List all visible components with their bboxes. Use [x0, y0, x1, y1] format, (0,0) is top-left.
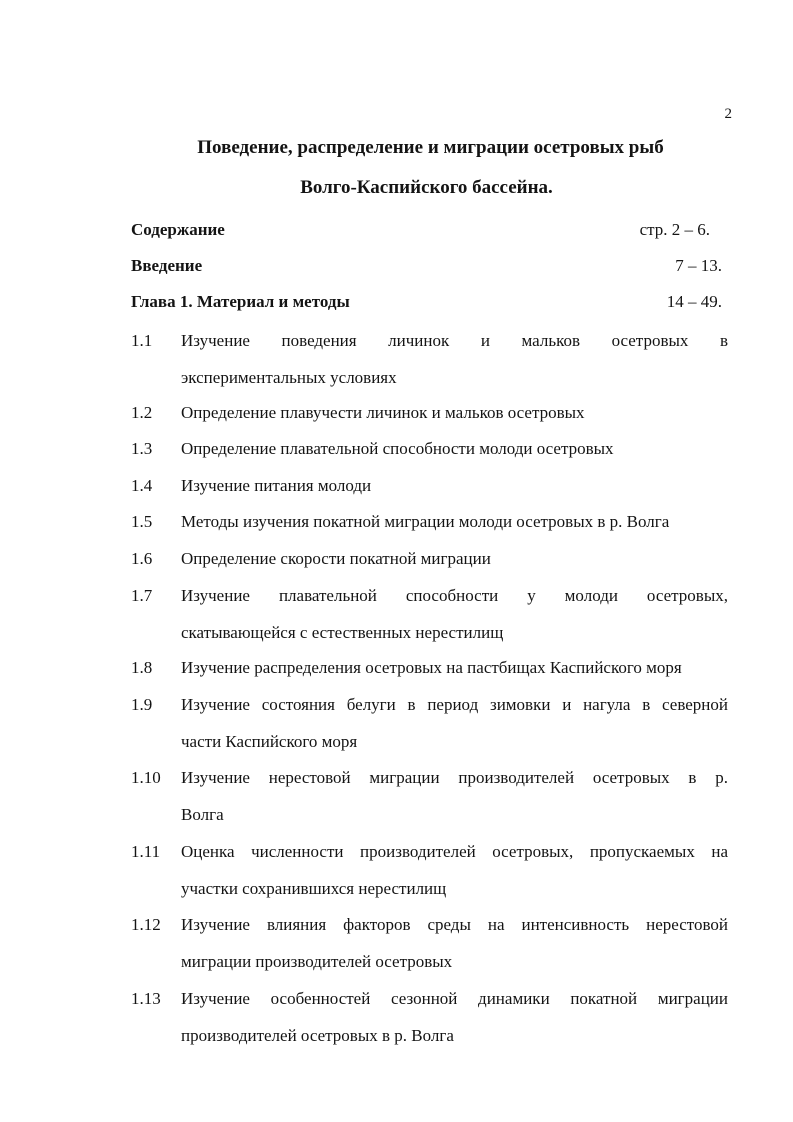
toc-item-text: Определение плавательной способности молоди осетровых	[181, 439, 614, 458]
toc-item-number: 1.2	[131, 403, 153, 422]
page-number: 2	[724, 106, 732, 122]
toc-heading-label: Глава 1. Материал и методы	[131, 292, 350, 311]
toc-item-text-continued: участки сохранившихся нерестилищ	[181, 879, 447, 898]
toc-item-text-continued: миграции производителей осетровых	[181, 952, 453, 971]
toc-item-number: 1.10	[131, 768, 161, 787]
toc-item-text: Изучение нерестовой миграции производителей осетровых в р.	[181, 768, 728, 787]
toc-item-number: 1.13	[131, 989, 161, 1008]
toc-item-number: 1.9	[131, 695, 153, 714]
toc-item-text-continued: экспериментальных условиях	[181, 368, 397, 387]
toc-heading-label: Введение	[131, 256, 203, 275]
toc-item-text: Изучение особенностей сезонной динамики покатной миграции	[181, 989, 728, 1008]
toc-heading-pages: 14 – 49.	[666, 292, 722, 311]
toc-item-text: Изучение плавательной способности у молоди осетровых,	[181, 586, 728, 605]
toc-heading-pages: стр. 2 – 6.	[639, 220, 710, 239]
toc-heading-contents	[131, 220, 722, 244]
toc-item-number: 1.7	[131, 586, 153, 605]
toc-item-number: 1.12	[131, 915, 161, 934]
toc-item-number: 1.11	[131, 842, 161, 861]
toc-heading-introduction	[131, 256, 722, 280]
toc-item-text: Изучение поведения личинок и мальков осетровых в	[181, 331, 728, 350]
toc-item-text: Методы изучения покатной миграции молоди осетровых в р. Волга	[181, 512, 670, 531]
toc-item-number: 1.5	[131, 512, 153, 531]
toc-item-text-continued: производителей осетровых в р. Волга	[181, 1026, 454, 1045]
toc-item-text: Изучение влияния факторов среды на интенсивность нерестовой	[181, 915, 728, 934]
toc-item-number: 1.4	[131, 476, 153, 495]
toc-heading-label: Содержание	[131, 220, 225, 239]
toc-item-text-continued: части Каспийского моря	[181, 732, 358, 751]
toc-item-text: Изучение состояния белуги в период зимовки и нагула в северной	[181, 695, 728, 714]
toc-item-text: Определение скорости покатной миграции	[181, 549, 491, 568]
toc-heading-pages: 7 – 13.	[675, 256, 722, 275]
toc-item-number: 1.1	[131, 331, 153, 350]
toc-item-number: 1.6	[131, 549, 153, 568]
toc-item-number: 1.8	[131, 658, 153, 677]
document-title: Поведение, распределение и миграции осетровых рыб	[197, 137, 664, 158]
toc-item-text: Оценка численности производителей осетровых, пропускаемых на	[181, 842, 728, 861]
toc-heading-chapter-1	[131, 292, 722, 316]
toc-item-number: 1.3	[131, 439, 153, 458]
document-subtitle: Волго-Каспийского бассейна.	[300, 177, 553, 198]
toc-item-text-continued: Волга	[181, 805, 224, 824]
toc-item-text: Определение плавучести личинок и мальков осетровых	[181, 403, 585, 422]
toc-item-text-continued: скатывающейся с естественных нерестилищ	[181, 623, 504, 642]
toc-item-text: Изучение питания молоди	[181, 476, 372, 495]
toc-item-text: Изучение распределения осетровых на пастбищах Каспийского моря	[181, 658, 682, 677]
